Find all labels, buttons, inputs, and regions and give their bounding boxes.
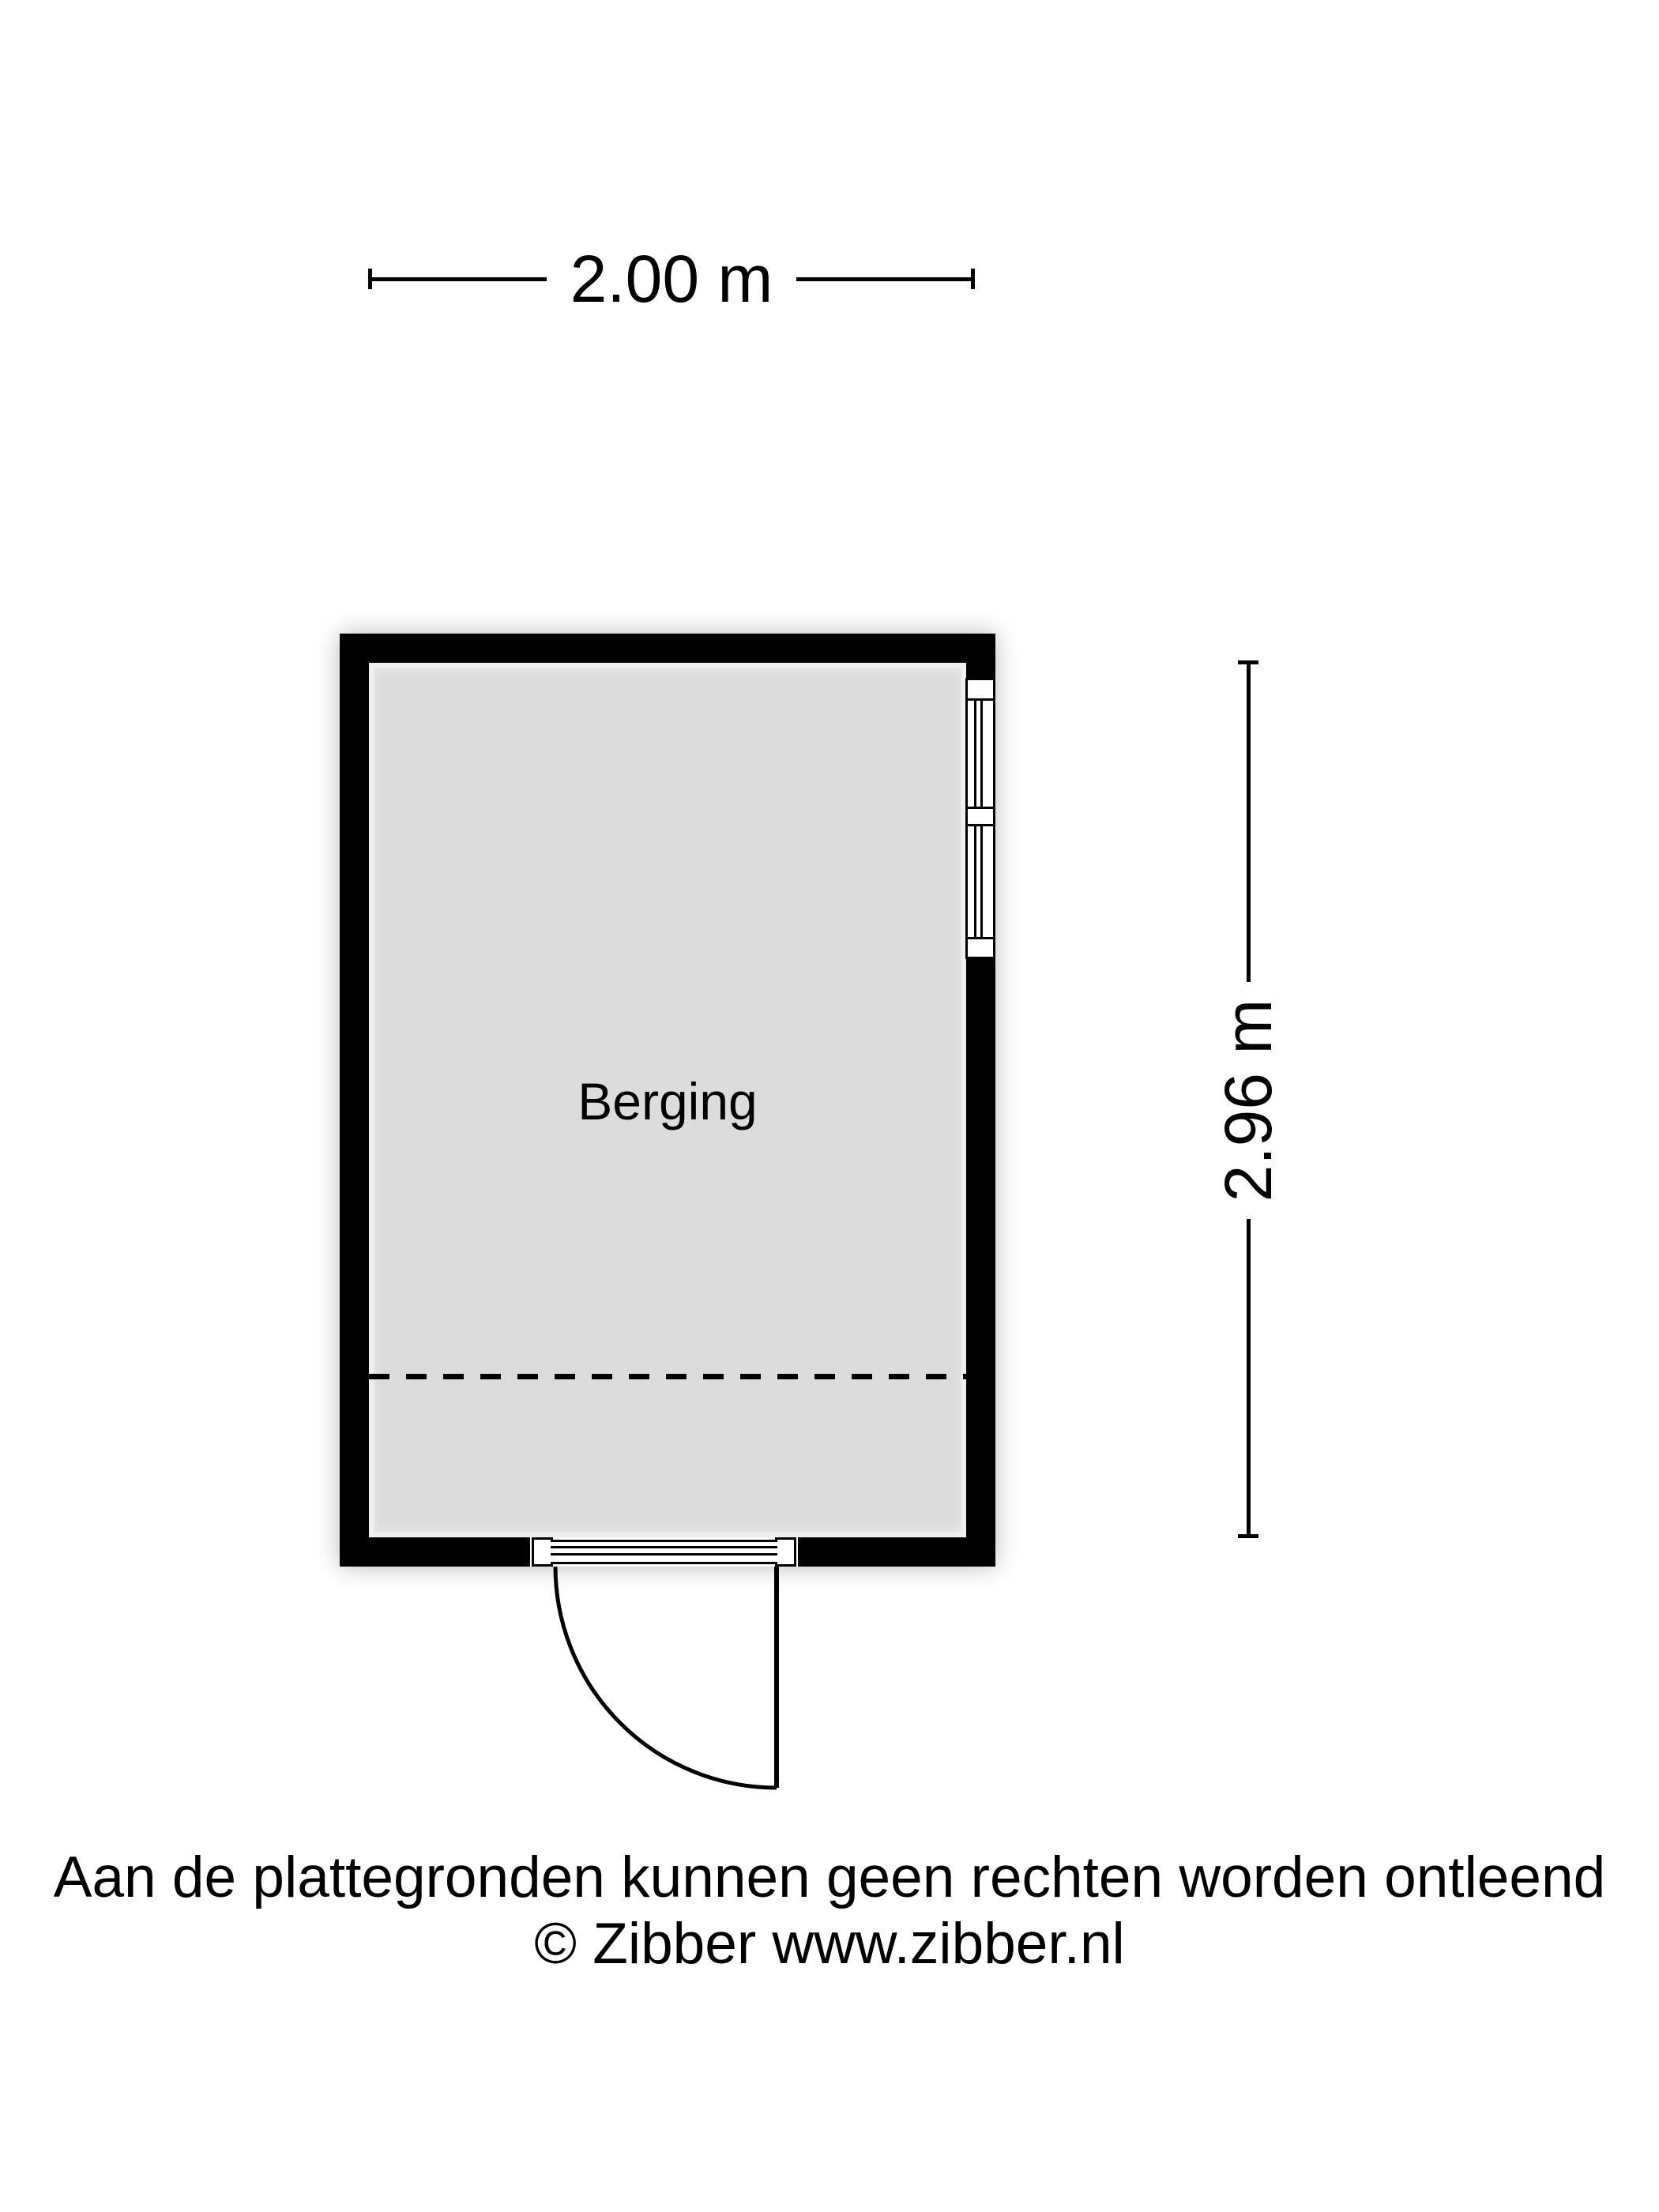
disclaimer-line2: © Zibber www.zibber.nl <box>534 1912 1125 1976</box>
door-jamb-left <box>532 1537 553 1567</box>
dimension-line-right-segment <box>796 277 971 281</box>
dimension-tick-right <box>971 269 975 289</box>
door-swing-arc <box>555 1567 777 1788</box>
window-symbol <box>965 678 995 959</box>
dimension-width <box>368 237 975 321</box>
room-label: Berging <box>577 1072 758 1130</box>
window-frame-middle <box>968 807 993 826</box>
door-jamb-right <box>775 1537 796 1567</box>
dimension-height-label: 2.96 m <box>1206 982 1290 1219</box>
window-frame-divider <box>968 937 993 939</box>
threshold-line <box>551 1546 777 1548</box>
door-threshold <box>551 1540 777 1564</box>
dimension-line-left-segment <box>372 277 547 281</box>
floorplan-walls <box>340 634 995 1567</box>
window-frame-divider <box>968 698 993 701</box>
disclaimer <box>0 1845 1659 1977</box>
dimension-tick-bottom <box>1238 1534 1258 1538</box>
dashed-storage-line <box>369 1374 966 1379</box>
dimension-width-label: 2.00 m <box>567 237 777 321</box>
threshold-line <box>551 1553 777 1556</box>
disclaimer-line1: Aan de plattegronden kunnen geen rechten worden ontleend <box>53 1845 1606 1909</box>
